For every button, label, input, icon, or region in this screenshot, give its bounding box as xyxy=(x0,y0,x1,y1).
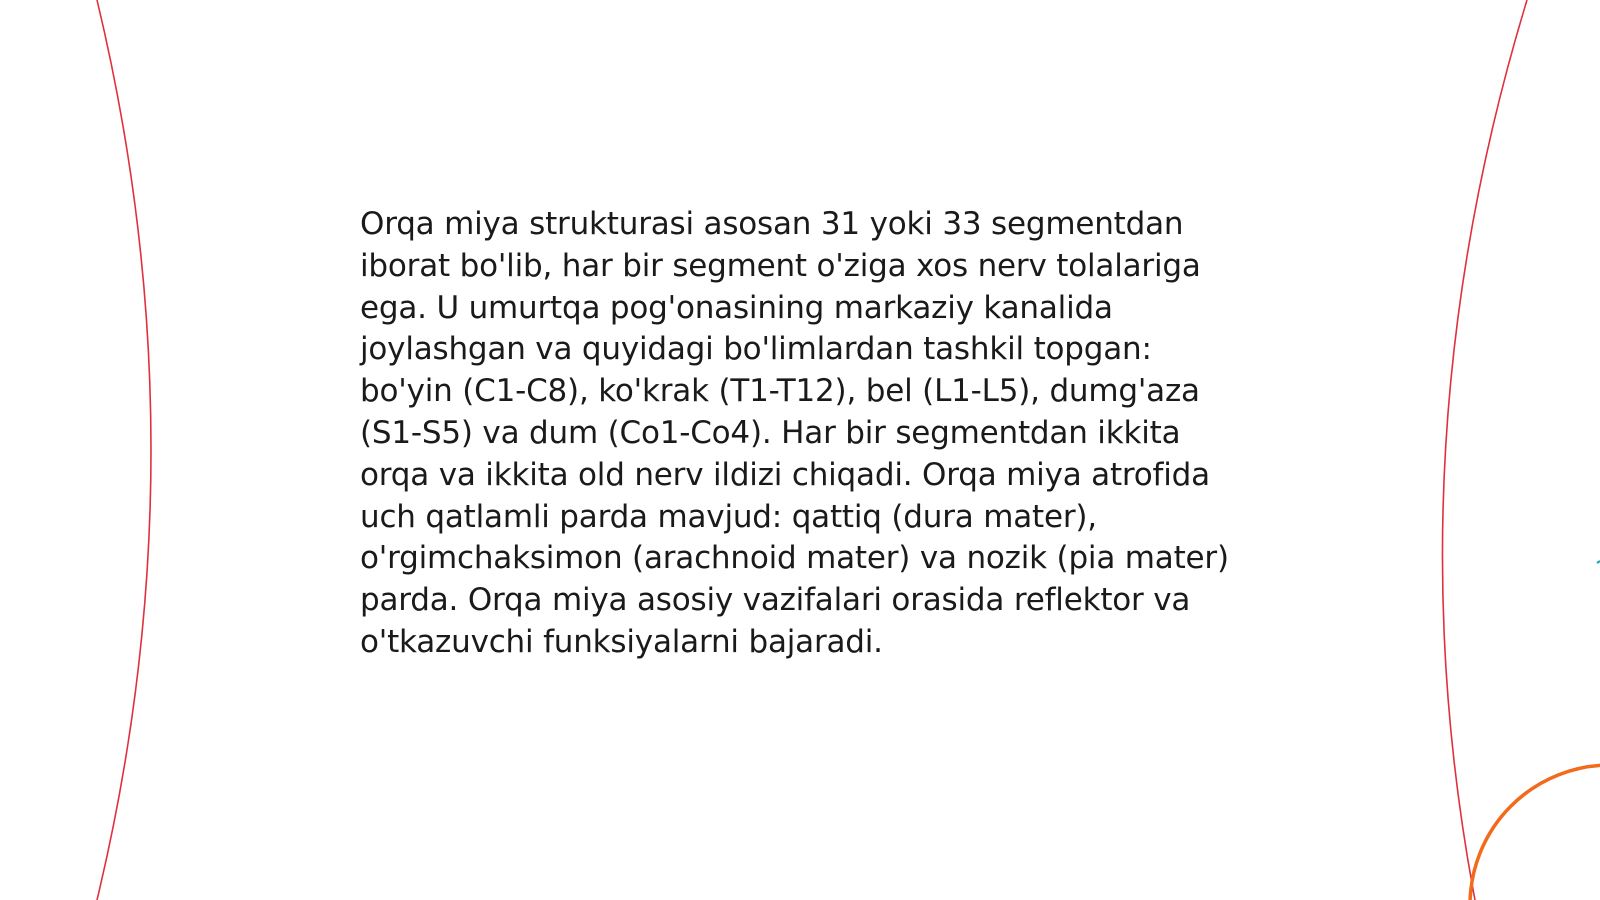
left-decorative-curve xyxy=(97,0,151,900)
body-text: Orqa miya strukturasi asosan 31 yoki 33 segmentdan iborat bo'lib, har bir segment o'ziga xos nerv tolalariga ega. U umurtqa pog'onasining markaziy kanalida joylashgan va quyidagi bo'limlardan tashkil topgan: bo'yin (C1-C8), ko'krak (T1-T12), bel (L1-L5), dumg'aza (S1-S5) va dum (Co1-Co4). Har bir segmentdan ikkita orqa va ikkita old nerv ildizi chiqadi. Orqa miya atrofida uch qatlamli parda mavjud: qattiq (dura mater), o'rgimchaksimon (arachnoid mater) va nozik (pia mater) parda. Orqa miya asosiy vazifalari orasida reflektor va o'tkazuvchi funksiyalarni bajaradi. xyxy=(360,206,1229,660)
right-decorative-curve xyxy=(1442,0,1527,900)
bottom-right-orange-arc xyxy=(1470,765,1600,900)
